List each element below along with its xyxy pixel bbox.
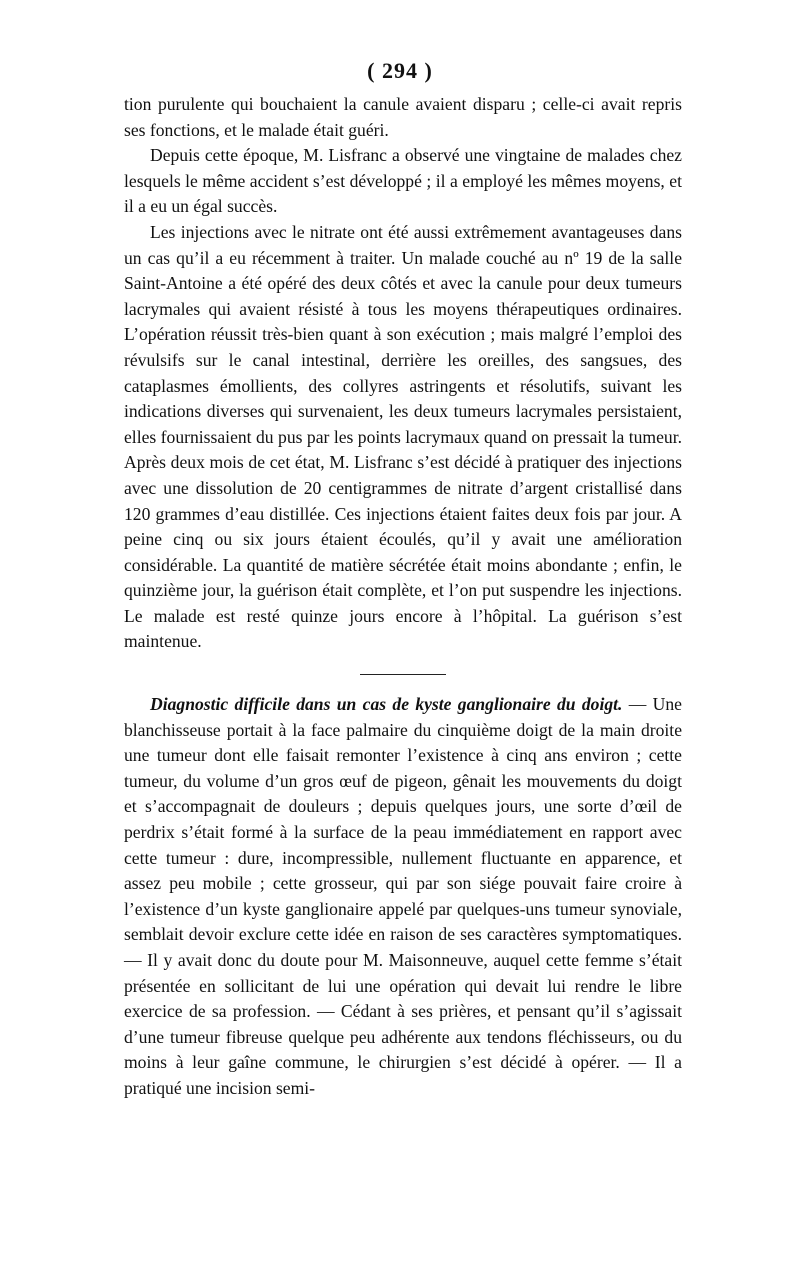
page-number: ( 294 ) [367,58,433,83]
case-text: — Une blanchisseuse portait à la face palmaire du cinquième doigt de la main droite une tumeur dont elle faisait remonter l’existence à cinq ans environ ; cette tumeur, du volume d’un gros œuf de pigeon, gênait les mouvements du doigt et s’accompagnait de douleurs ; depuis quelques jours, une sorte d’œil de perdrix s’était formé à la surface de la peau immédiatement en rapport avec cette tumeur : dure, incompressible, nullement fluctuante en apparence, et assez peu mobile ; cette grosseur, qui par son siége pouvait faire croire à l’existence d’un kyste ganglionaire appelé par quelques-uns tumeur synoviale, semblait devoir exclure cette idée en raison de ses caractères symptomatiques. — Il y avait donc du doute pour M. Maisonneuve, auquel cette femme s’était présentée en sollicitant de lui une opération qui devait lui rendre le libre exercice de sa profession. — Cédant à ses prières, et pensant qu’il s’agissait d’une tumeur fibreuse quelque peu adhérente aux tendons fléchisseurs, ou du moins à leur gaîne commune, le chirurgien s’est décidé à opérer. — Il a pratiqué une incision semi- [124,694,682,1098]
paragraph-continuation: tion purulente qui bouchaient la canule avaient disparu ; celle-ci avait repris ses fonctions, et le malade était guéri. [124,94,682,140]
case-paragraph [124,692,682,1102]
paragraph-nitrate-injections: Les injections avec le nitrate ont été aussi extrêmement avantageuses dans un cas qu’il a eu récemment à traiter. Un malade couché au nº 19 de la salle Saint-Antoine a été opéré des deux côtés et avec la canule pour deux tumeurs lacrymales qui avaient résisté à tous les moyens thérapeutiques ordinaires. L’opération réussit très-bien quant à son exécution ; mais malgré l’emploi des révulsifs sur le canal intestinal, derrière les oreilles, des sangsues, des cataplasmes émollients, des collyres astringents et résolutifs, suivant les indications diverses qui survenaient, les deux tumeurs lacrymales persistaient, elles fournissaient du pus par les points lacrymaux quand on pressait la tumeur. Après deux mois de cet état, M. Lisfranc s’est décidé à pratiquer des injections avec une dissolution de 20 centigrammes de nitrate d’argent cristallisé dans 120 grammes d’eau distillée. Ces injections étaient faites deux fois par jour. A peine cinq ou six jours étaient écoulés, qu’il y avait une amélioration considérable. La quantité de matière sécrétée était moins abondante ; enfin, le quinzième jour, la guérison était complète, et l’on put suspendre les injections. Le malade est resté quinze jours encore à l’hôpital. La guérison s’est maintenue. [124,221,682,652]
section-divider [360,674,446,675]
paragraph-lisfranc-observation: Depuis cette époque, M. Lisfranc a observé une vingtaine de malades chez lesquels le même accident s’est développé ; il a employé les mêmes moyens, et il a eu un égal succès. [124,145,682,217]
case-title: Diagnostic difficile dans un cas de kyste ganglionaire du doigt. [150,694,623,715]
page-body [124,92,682,1102]
